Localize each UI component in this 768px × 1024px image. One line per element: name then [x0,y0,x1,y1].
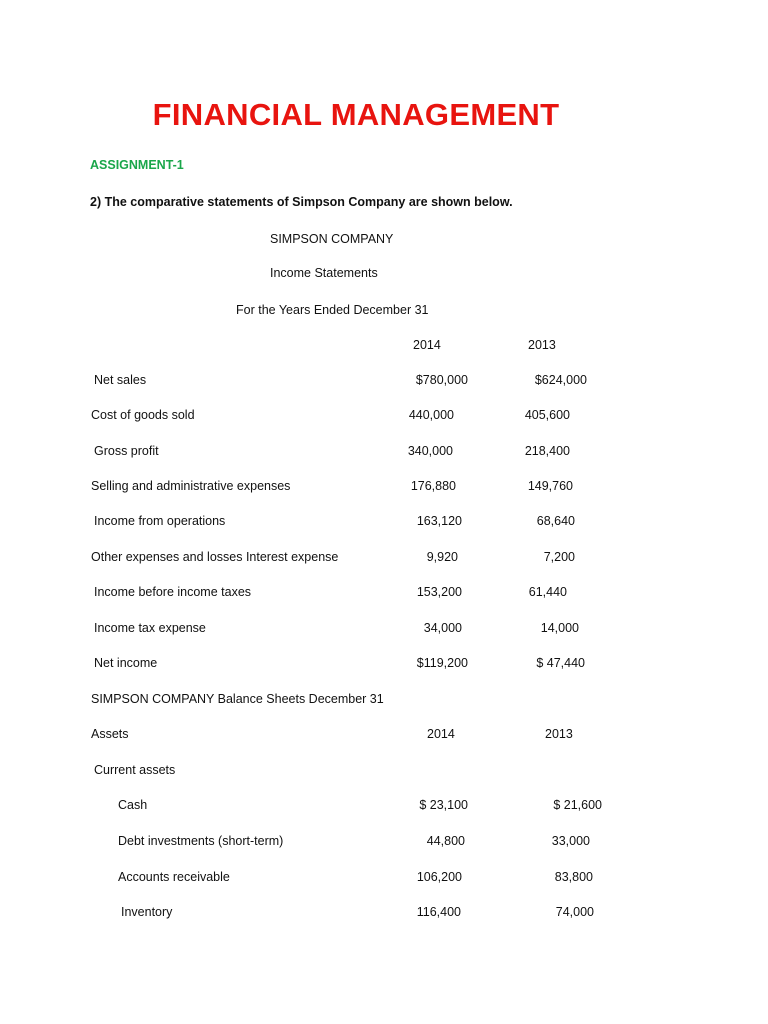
income-year-header-2013: 2013 [528,338,556,352]
current-assets-label: Current assets [94,763,176,777]
value-2014: 340,000 [407,444,453,458]
table-row [0,514,768,532]
value-2014: 34,000 [423,621,462,635]
row-label: Net income [94,656,158,670]
table-row [0,373,768,391]
row-label: Gross profit [94,444,159,458]
value-2014: $119,200 [416,656,468,670]
table-row [0,834,768,852]
value-2014: 106,200 [416,870,462,884]
table-row [0,798,768,816]
row-label: Cost of goods sold [91,408,195,422]
table-row [0,870,768,888]
value-2013: 74,000 [555,905,594,919]
table-row [0,444,768,462]
table-row [0,905,768,923]
row-label: Income before income taxes [94,585,252,599]
assets-label: Assets [91,727,129,741]
value-2013: 61,440 [528,585,567,599]
value-2014: 176,880 [410,479,456,493]
document-title: FINANCIAL MANAGEMENT [152,97,560,132]
balance-sheet-heading: SIMPSON COMPANY Balance Sheets December 31 [91,692,384,706]
value-2014: 116,400 [416,905,461,919]
income-year-header-2014: 2014 [413,338,441,352]
value-2014: 44,800 [426,834,465,848]
income-year-header-row [0,338,768,356]
row-label: Income tax expense [94,621,206,635]
income-company-name: SIMPSON COMPANY [270,232,394,246]
row-label: Accounts receivable [118,870,230,884]
value-2013: $ 47,440 [536,656,585,670]
value-2014: $ 23,100 [419,798,468,812]
row-label: Selling and administrative expenses [91,479,291,493]
value-2013: $624,000 [534,373,587,387]
value-2013: 33,000 [551,834,590,848]
value-2014: 153,200 [416,585,462,599]
value-2014: $780,000 [415,373,468,387]
value-2014: 163,120 [416,514,462,528]
row-label: Net sales [94,373,147,387]
table-row [0,621,768,639]
value-2014: 9,920 [426,550,458,564]
balance-year-header-row [0,727,768,745]
table-row [0,585,768,603]
row-label: Inventory [121,905,173,919]
table-row [0,550,768,568]
value-2014: 440,000 [408,408,454,422]
question-intro: 2) The comparative statements of Simpson Company are shown below. [90,195,513,209]
value-2013: 218,400 [524,444,570,458]
income-statement-period: For the Years Ended December 31 [236,303,429,317]
row-label: Cash [118,798,148,812]
value-2013: 83,800 [554,870,593,884]
current-assets-row [0,763,768,781]
table-row [0,408,768,426]
value-2013: 14,000 [540,621,579,635]
balance-sheet-heading-row [0,692,768,710]
row-label: Income from operations [94,514,226,528]
balance-year-header-2013: 2013 [545,727,573,741]
table-row [0,479,768,497]
assignment-label: ASSIGNMENT-1 [90,158,184,172]
value-2013: $ 21,600 [553,798,602,812]
income-statement-heading: Income Statements [270,266,378,280]
balance-year-header-2014: 2014 [427,727,455,741]
row-label: Other expenses and losses Interest expense [91,550,339,564]
table-row [0,656,768,674]
row-label: Debt investments (short-term) [118,834,284,848]
value-2013: 7,200 [543,550,575,564]
value-2013: 149,760 [527,479,573,493]
value-2013: 68,640 [536,514,575,528]
value-2013: 405,600 [524,408,570,422]
